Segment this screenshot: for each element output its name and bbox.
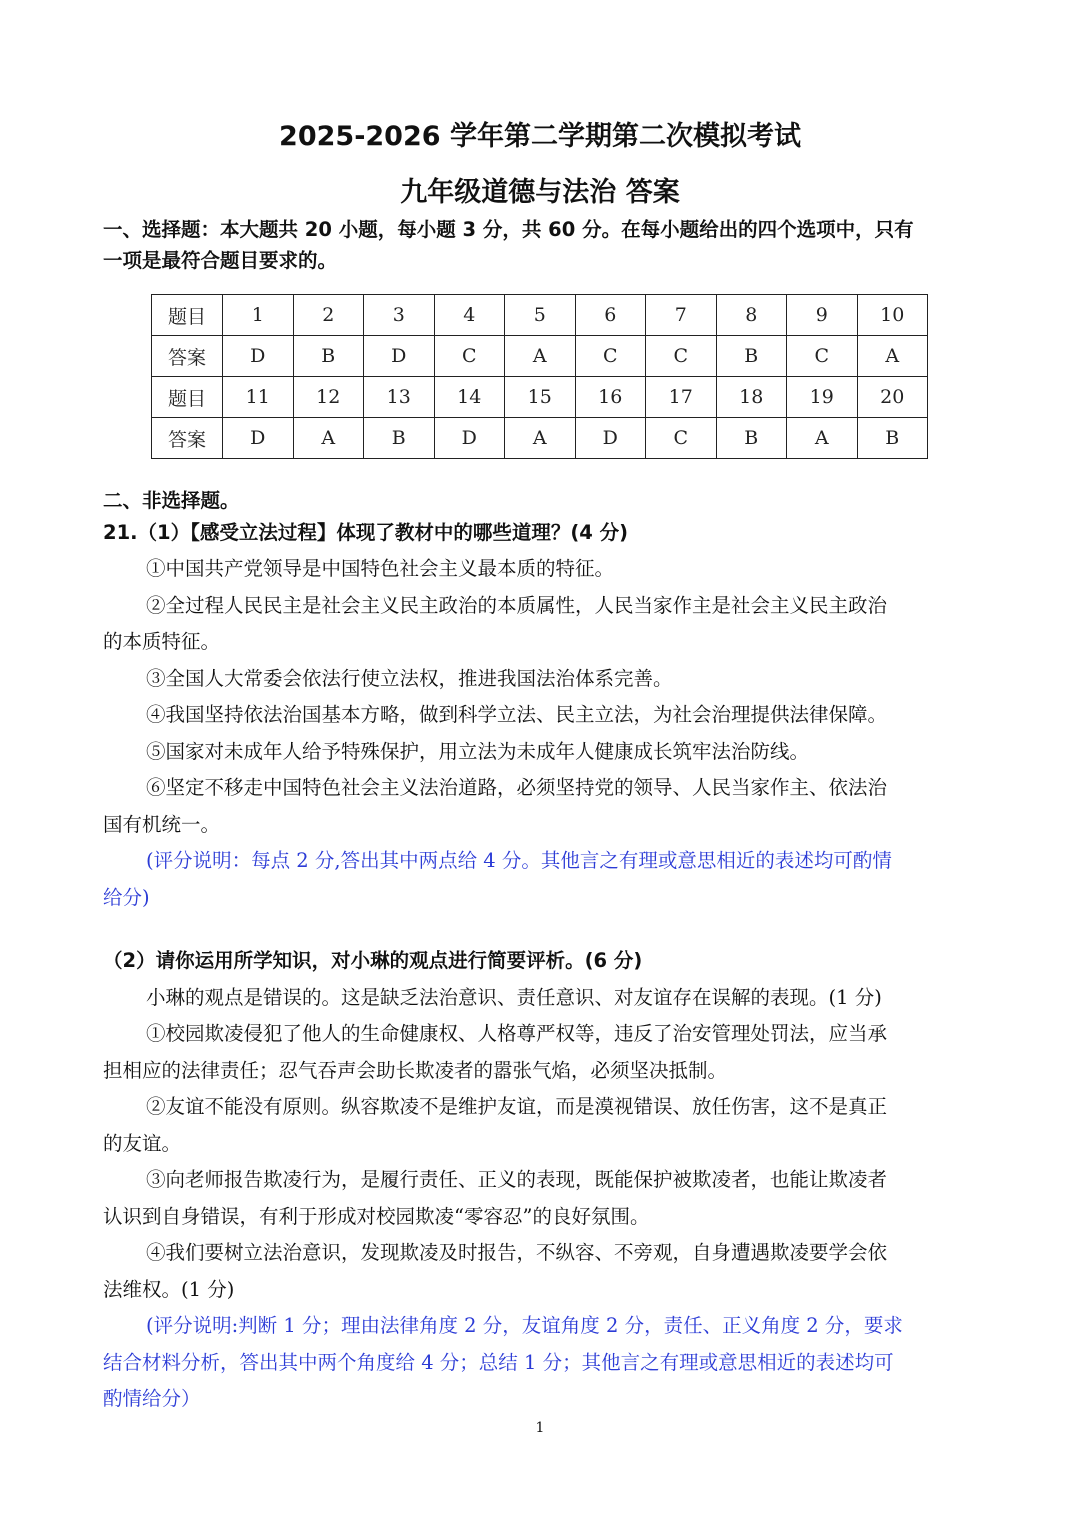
table-cell: A <box>505 336 576 377</box>
table-cell: B <box>857 418 928 459</box>
table-cell: B <box>716 418 787 459</box>
table-cell: 6 <box>575 295 646 336</box>
answer-point-continuation: 国有机统一。 <box>103 813 221 836</box>
table-cell: B <box>293 336 364 377</box>
table-cell: C <box>787 336 858 377</box>
answer-point: ⑤国家对未成年人给予特殊保护，用立法为未成年人健康成长筑牢法治防线。 <box>146 740 810 763</box>
answer-point: ③向老师报告欺凌行为，是履行责任、正义的表现，既能保护被欺凌者，也能让欺凌者 <box>146 1168 888 1191</box>
table-cell: D <box>364 336 435 377</box>
table-row-answers-2 <box>152 418 928 459</box>
table-cell: 9 <box>787 295 858 336</box>
table-cell: 13 <box>364 377 435 418</box>
table-cell: 11 <box>223 377 294 418</box>
q21-1-question: 21.（1）【感受立法过程】体现了教材中的哪些道理？(4 分) <box>103 521 629 544</box>
table-header-answer: 答案 <box>152 336 223 377</box>
subject-title: 九年级道德与法治 答案 <box>400 177 680 208</box>
table-cell: A <box>293 418 364 459</box>
table-cell: 2 <box>293 295 364 336</box>
table-cell: 5 <box>505 295 576 336</box>
answer-point-continuation: 担相应的法律责任；忍气吞声会助长欺凌者的嚣张气焰，必须坚决抵制。 <box>103 1059 728 1082</box>
answer-point: ③全国人大常委会依法行使立法权，推进我国法治体系完善。 <box>146 667 673 690</box>
answer-point: ②友谊不能没有原则。纵容欺凌不是维护友谊，而是漠视错误、放任伤害，这不是真正 <box>146 1095 888 1118</box>
answer-point-continuation: 的本质特征。 <box>103 630 221 653</box>
table-cell: 4 <box>434 295 505 336</box>
q21-2-question: （2）请你运用所学知识，对小琳的观点进行简要评析。(6 分) <box>103 949 643 972</box>
table-cell: 12 <box>293 377 364 418</box>
answer-point-continuation: 的友谊。 <box>103 1132 182 1155</box>
answer-point-continuation: 法维权。(1 分) <box>103 1278 235 1301</box>
table-cell: 1 <box>223 295 294 336</box>
table-cell: 15 <box>505 377 576 418</box>
table-cell: 16 <box>575 377 646 418</box>
answer-point: ①中国共产党领导是中国特色社会主义最本质的特征。 <box>146 557 615 580</box>
table-cell: D <box>434 418 505 459</box>
answer-point: ④我们要树立法治意识，发现欺凌及时报告，不纵容、不旁观，自身遭遇欺凌要学会依 <box>146 1241 888 1264</box>
section2-heading: 二、非选择题。 <box>103 489 240 512</box>
answer-point: ②全过程人民民主是社会主义民主政治的本质属性，人民当家作主是社会主义民主政治 <box>146 594 888 617</box>
answer-point: ①校园欺凌侵犯了他人的生命健康权、人格尊严权等，违反了治安管理处罚法，应当承 <box>146 1022 888 1045</box>
table-cell: 7 <box>646 295 717 336</box>
table-header-question: 题目 <box>152 377 223 418</box>
table-cell: A <box>505 418 576 459</box>
answer-table <box>151 294 928 459</box>
table-cell: B <box>716 336 787 377</box>
table-cell: A <box>857 336 928 377</box>
table-cell: C <box>646 418 717 459</box>
table-row-questions-2 <box>152 377 928 418</box>
table-cell: 19 <box>787 377 858 418</box>
answer-point: ④我国坚持依法治国基本方略，做到科学立法、民主立法，为社会治理提供法律保障。 <box>146 703 888 726</box>
answer-point: ⑥坚定不移走中国特色社会主义法治道路，必须坚持党的领导、人民当家作主、依法治 <box>146 776 888 799</box>
table-cell: B <box>364 418 435 459</box>
table-cell: 14 <box>434 377 505 418</box>
table-cell: 20 <box>857 377 928 418</box>
table-row-answers-1 <box>152 336 928 377</box>
table-cell: C <box>646 336 717 377</box>
table-cell: C <box>434 336 505 377</box>
table-cell: 10 <box>857 295 928 336</box>
table-cell: A <box>787 418 858 459</box>
answer-point: 小琳的观点是错误的。这是缺乏法治意识、责任意识、对友谊存在误解的表现。(1 分) <box>146 986 882 1009</box>
scoring-note: (评分说明：每点 2 分,答出其中两点给 4 分。其他言之有理或意思相近的表述均可酌情 <box>146 849 892 872</box>
table-cell: 18 <box>716 377 787 418</box>
scoring-note: (评分说明:判断 1 分；理由法律角度 2 分，友谊角度 2 分，责任、正义角度 2 分，要求 <box>146 1314 903 1337</box>
table-header-question: 题目 <box>152 295 223 336</box>
table-row-questions-1 <box>152 295 928 336</box>
table-cell: C <box>575 336 646 377</box>
scoring-note-continuation: 结合材料分析，答出其中两个角度给 4 分；总结 1 分；其他言之有理或意思相近的表述均可 <box>103 1351 894 1374</box>
section1-heading-line2: 一项是最符合题目要求的。 <box>103 249 338 272</box>
table-cell: D <box>575 418 646 459</box>
table-cell: 8 <box>716 295 787 336</box>
page-number: 1 <box>535 1420 545 1436</box>
exam-title: 2025-2026 学年第二学期第二次模拟考试 <box>279 121 801 152</box>
answer-point-continuation: 认识到自身错误，有利于形成对校园欺凌“零容忍”的良好氛围。 <box>103 1205 650 1228</box>
section1-heading-line1: 一、选择题：本大题共 20 小题，每小题 3 分，共 60 分。在每小题给出的四个选项中，只有 <box>103 218 914 241</box>
table-cell: 3 <box>364 295 435 336</box>
table-cell: D <box>223 336 294 377</box>
table-cell: 17 <box>646 377 717 418</box>
scoring-note-continuation: 酌情给分） <box>103 1387 201 1410</box>
scoring-note-continuation: 给分) <box>103 886 150 909</box>
table-cell: D <box>223 418 294 459</box>
table-header-answer: 答案 <box>152 418 223 459</box>
